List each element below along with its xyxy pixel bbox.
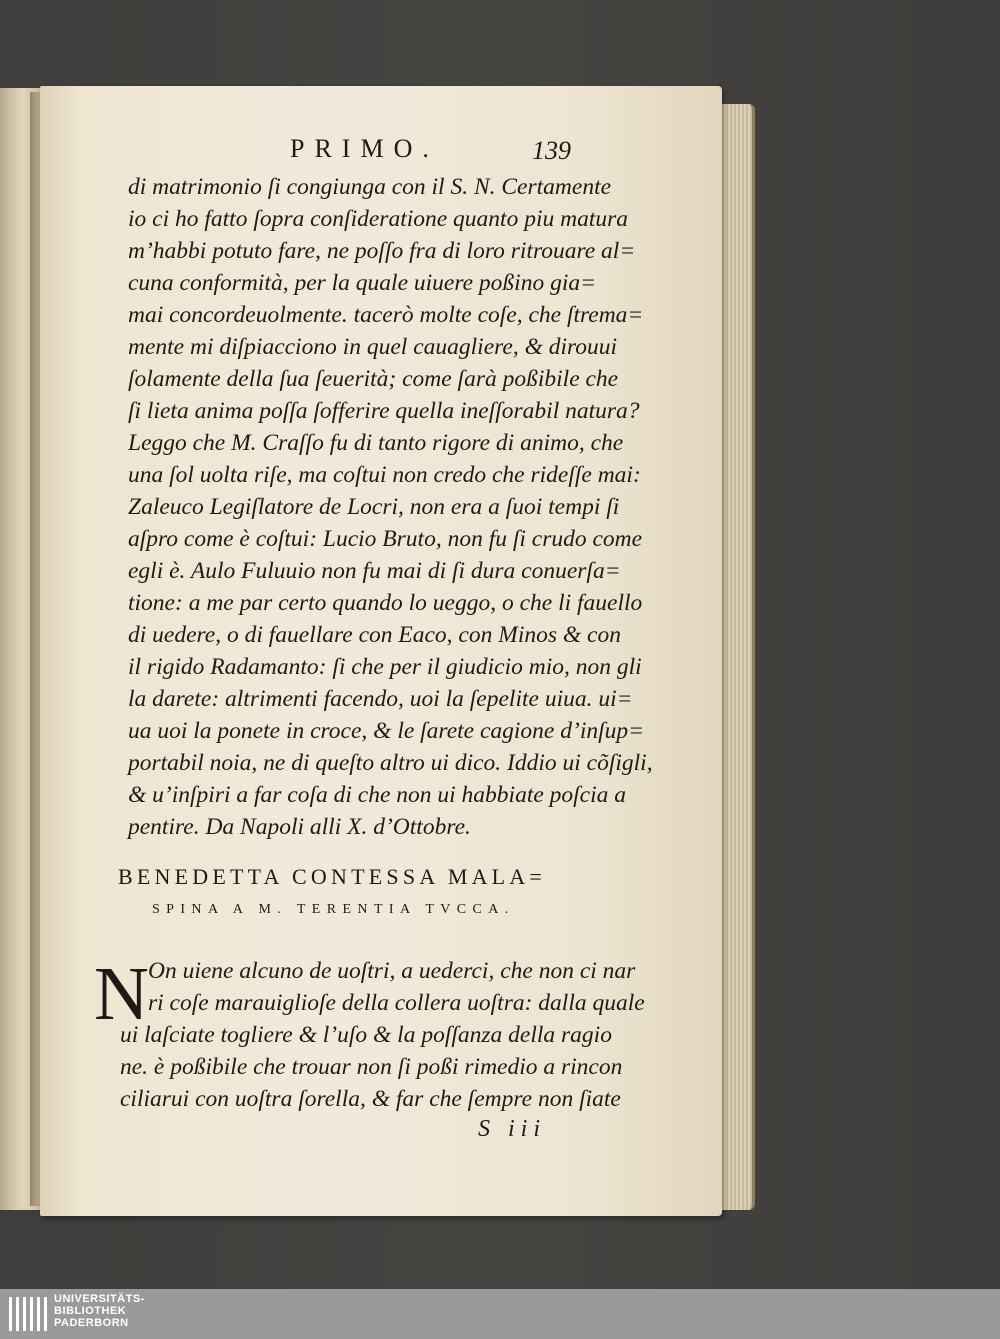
library-logo-icon bbox=[8, 1295, 50, 1333]
page-number: 139 bbox=[532, 136, 571, 165]
text-line: il rigido Radamanto: ſi che per il giudicio mio, non gli bbox=[128, 654, 642, 680]
letter-text-line: ui laſciate togliere & l’uſo & la poſſanza della ragio bbox=[120, 1022, 612, 1048]
text-line: pentire. Da Napoli alli X. d’Ottobre. bbox=[128, 814, 471, 840]
running-head: PRIMO. bbox=[290, 134, 439, 163]
letter-text-line: ne. è poßibile che trouar non ſi poßi rimedio a rincon bbox=[120, 1054, 623, 1080]
text-line: Leggo che M. Craſſo fu di tanto rigore di animo, che bbox=[128, 430, 624, 456]
text-line: mai concordeuolmente. tacerò molte coſe, che ſtrema= bbox=[128, 302, 644, 328]
letter-text-line: ciliarui con uoſtra ſorella, & far che ſempre non ſiate bbox=[120, 1086, 621, 1112]
text-line: la darete: altrimenti facendo, uoi la ſepelite uiua. ui= bbox=[128, 686, 633, 712]
text-line: tione: a me par certo quando lo ueggo, o che li fauello bbox=[128, 590, 643, 616]
text-line: egli è. Aulo Fuluuio non fu mai di ſi dura conuerſa= bbox=[128, 558, 621, 584]
text-line: aſpro come è coſtui: Lucio Bruto, non fu ſi crudo come bbox=[128, 526, 643, 552]
text-line: mente mi diſpiacciono in quel cauagliere, & dirouui bbox=[128, 334, 618, 360]
letter-heading-subline: SPINA A M. TERENTIA TVCCA. bbox=[152, 902, 515, 917]
text-line: una ſol uolta riſe, ma coſtui non credo che rideſſe mai: bbox=[128, 462, 641, 488]
letter-text-line: ri coſe marauiglioſe della collera uoſtra: dalla quale bbox=[148, 990, 645, 1016]
text-line: di matrimonio ſi congiunga con il S. N. Certamente bbox=[128, 174, 612, 200]
text-line: portabil noia, ne di queſto altro ui dico. Iddio ui cõſigli, bbox=[128, 750, 653, 776]
text-line: ſolamente della ſua ſeuerità; come ſarà poßibile che bbox=[128, 366, 619, 392]
text-line: cuna conformità, per la quale uiuere poßino gia= bbox=[128, 270, 596, 296]
library-logo-text bbox=[54, 1293, 145, 1329]
text-line: m’habbi potuto fare, ne poſſo fra di loro ritrouare al= bbox=[128, 238, 636, 264]
text-line: ſi lieta anima poſſa ſofferire quella ineſſorabil natura? bbox=[128, 398, 640, 424]
letter-heading: BENEDETTA CONTESSA MALA= bbox=[118, 864, 547, 889]
text-line: Zaleuco Legiſlatore de Locri, non era a ſuoi tempi ſi bbox=[128, 494, 620, 520]
logo-line: PADERBORN bbox=[54, 1317, 129, 1329]
text-line: & u’inſpiri a far coſa di che non ui habbiate poſcia a bbox=[128, 782, 627, 808]
text-line: ua uoi la ponete in croce, & le ſarete cagione d’inſup= bbox=[128, 718, 644, 744]
library-footer bbox=[0, 1289, 1000, 1339]
book-page bbox=[40, 86, 722, 1216]
text-line: di uedere, o di fauellare con Eaco, con Minos & con bbox=[128, 622, 621, 648]
signature-mark: S iii bbox=[478, 1116, 547, 1142]
letter-text-line: On uiene alcuno de uoſtri, a uederci, che non ci nar bbox=[148, 958, 636, 984]
drop-cap-initial: N bbox=[94, 952, 149, 1036]
text-line: io ci ho fatto ſopra conſideratione quanto piu matura bbox=[128, 206, 629, 232]
logo-line: UNIVERSITÄTS- bbox=[54, 1293, 145, 1305]
logo-line: BIBLIOTHEK bbox=[54, 1305, 127, 1317]
